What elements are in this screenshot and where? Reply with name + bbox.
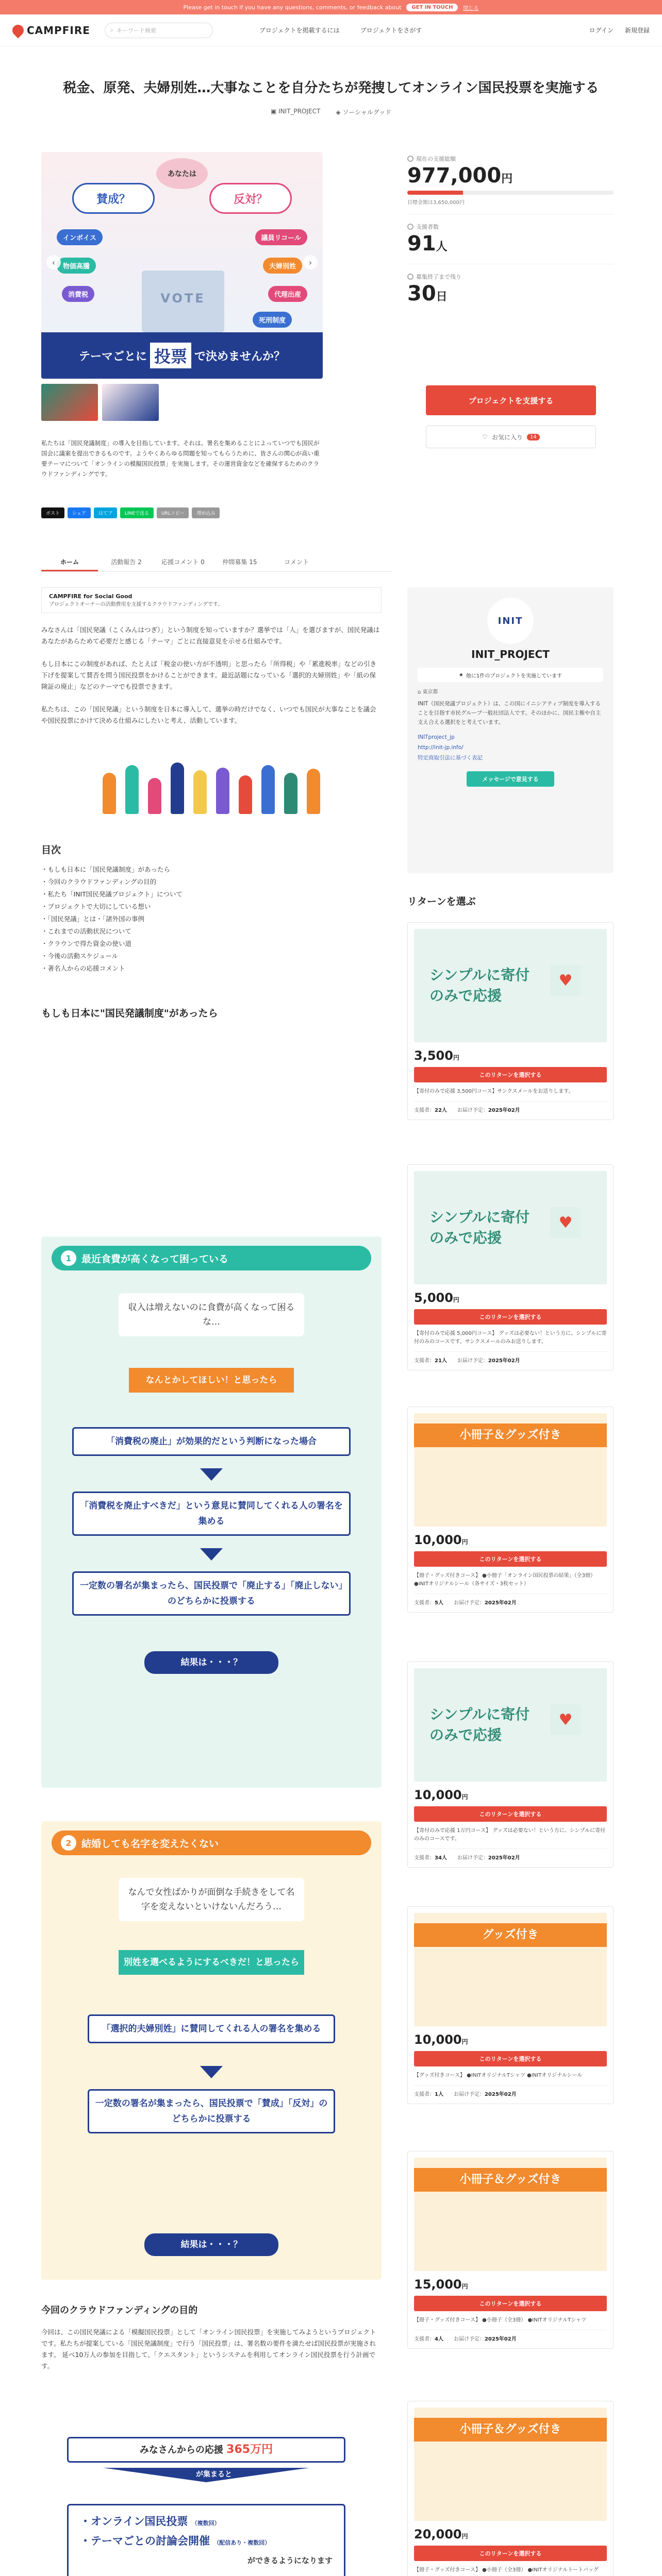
amount-raised: 977,000円 [407, 164, 513, 188]
share-x-button[interactable]: ポスト [41, 507, 64, 518]
main-content [41, 587, 382, 1020]
return-image: シンプルに寄付のみで応援 ♥ [414, 1668, 607, 1782]
case-bubble: 収入は増えないのに食費が高くなって困るな… [119, 1293, 304, 1336]
purpose-heading: 今回のクラウドファンディングの目的 [41, 2305, 198, 2316]
promo-banner [0, 0, 662, 14]
campfire-logo-icon [10, 22, 26, 38]
toc-list: ・もしも日本に「国民発議制度」があったら ・今回のクラウドファンディングの目的 ・私たち「INIT国民発議プロジェクト」について ・プロジェクトで大切にしている想い ・「国民発議」とは・「諸外国の事例 ・これまでの活動状況について ・クラウンで得た資金の使い道 ・今後の活動スケジュール ・著名人からの応援コメント [41, 866, 183, 972]
return-image: 小冊子＆グッズ付き [414, 2408, 607, 2521]
nav-find-project[interactable]: プロジェクトをさがす [360, 27, 422, 34]
return-card[interactable] [407, 1164, 614, 1370]
return-image: 小冊子＆グッズ付き [414, 1413, 607, 1527]
promo-close-link[interactable]: 閉じる [463, 5, 479, 11]
message-button[interactable]: メッセージで意見する [467, 771, 554, 787]
hero-tag: 消費税 [62, 286, 94, 302]
people-illustration [41, 747, 382, 814]
category-link[interactable]: ◈ ソーシャルグッド [336, 109, 392, 116]
hero-tag: 夫婦別姓 [263, 258, 302, 274]
select-return-button[interactable]: このリターンを選択する [414, 1806, 607, 1822]
progress-bar [407, 191, 614, 195]
select-return-button[interactable]: このリターンを選択する [414, 1551, 607, 1567]
money-icon [407, 156, 413, 162]
hero-tag: インボイス [57, 229, 103, 245]
people-icon [407, 224, 413, 230]
embed-button[interactable]: 埋め込み [192, 507, 220, 518]
heart-icon: ♥ [550, 965, 581, 996]
case-title: 1 最近食費が高くなって困っている [52, 1246, 371, 1270]
case-wish: 別姓を選べるようにするべきだ！と思ったら [119, 1950, 304, 1975]
return-description: 【寄付のみで応援 3,500円コース】サンクスメールをお送りします。 [414, 1089, 574, 1094]
return-card[interactable] [407, 1906, 614, 2104]
project-description: 私たちは「国民発議制度」の導入を目指しています。それは、署名を集めることによっていつでも国民が国会に議案を提出できるものです。ようやくあらゆる問題を知ってもらうために、皆さんの関心が高い重要テーマについて「オンラインの模擬国民投票」を実施します。その運営資金などを確保するためのクラウドファンディングです。 [41, 439, 320, 478]
return-description: 【冊子・グッズ付きコース】 ●小冊子「オンライン国民投票の結果」（全3冊） ●INITオリジナルシール（各サイズ・3枚セット） [414, 1573, 595, 1587]
case-step: 一定数の署名が集まったら、国民投票で「廃止する」「廃止しない」のどちらかに投票する [72, 1571, 351, 1616]
case-bubble: なんで女性ばかりが面倒な手続きをして名字を変えないといけないんだろう… [119, 1878, 304, 1921]
return-description: 【グッズ付きコース】 ●INITオリジナルTシャツ ●INITオリジナルシール [414, 2073, 583, 2078]
promo-text: Please get in touch if you have any questions, comments, or feedback about [183, 4, 402, 11]
hero-tag: 代理出産 [268, 286, 307, 302]
return-meta: 支援者：21人 お届け予定：2025年02月 [414, 1351, 607, 1364]
return-meta: 支援者：1人 お届け予定：2025年02月 [414, 2085, 607, 2097]
case-step: 一定数の署名が集まったら、国民投票で「賛成」「反対」のどちらかに投票する [88, 2089, 335, 2133]
funding-stats: 現在の支援総額 977,000円 目標金額は3,650,000円 支援者数 91人 募集終了まで残り 30日 [407, 155, 614, 306]
days-left: 30日 [407, 282, 448, 306]
flow-label: が集まると [196, 2470, 232, 2479]
project-tabs [41, 551, 392, 572]
case-result: 結果は・・・？ [144, 2233, 278, 2256]
return-meta: 支援者：34人 お届け予定：2025年02月 [414, 1849, 607, 1861]
select-return-button[interactable]: このリターンを選択する [414, 1067, 607, 1082]
share-buttons [41, 507, 220, 518]
return-price: 10,000円 [414, 1788, 468, 1802]
return-card[interactable] [407, 1662, 614, 1868]
ballot-box: VOTE [142, 270, 224, 332]
owner-location: ⌂ 東京都 [418, 689, 438, 695]
return-price: 5,000円 [414, 1291, 459, 1305]
logo[interactable]: CAMPFIRE [12, 24, 90, 37]
thumbnail[interactable] [102, 384, 159, 421]
owner-link[interactable]: ▣ INIT_PROJECT [270, 108, 321, 115]
purpose-section [41, 2303, 382, 2372]
share-hatena-button[interactable]: はてブ [94, 507, 117, 518]
return-meta: 支援者：5人 お届け予定：2025年02月 [414, 1594, 607, 1606]
hero-tag: 物価高騰 [57, 258, 96, 274]
flow-funding: みなさんからの応援 365万円 [67, 2437, 345, 2463]
flow-outcomes: ・オンライン国民投票 （複数回） ・テーマごとの討論会開催 （配信あり・複数回） ができるようになります [67, 2504, 345, 2576]
return-description: 【冊子・グッズ付きコース】 ●小冊子（全3冊） ●INITオリジナルTシャツ [414, 2317, 587, 2323]
return-description: 【寄付のみで応援 1万円コース】 グッズは必要ない！という方に、シンプルに寄付のみのコースです。 [414, 1828, 606, 1842]
intro-paragraph: みなさんは「国民発議（こくみんはつぎ）」という制度を知っていますか？選挙では「人」を選びますが、国民発議はあなたがあらためて必要だと感じる「テーマ」ごとに直接意見を示せる仕組みです。 [41, 626, 380, 645]
star-icon: ★ [458, 672, 464, 678]
tab-comments[interactable]: コメント [284, 558, 309, 566]
tab-reports[interactable]: 活動報告 2 [111, 558, 142, 566]
case-wish: なんとかしてほしい！と思ったら [129, 1368, 294, 1393]
owner-twitter-link[interactable]: INITproject_jp [418, 734, 455, 740]
hero-question: あなたは [156, 158, 208, 189]
return-card[interactable] [407, 2401, 614, 2576]
owner-card [407, 587, 614, 873]
return-card[interactable] [407, 2151, 614, 2349]
return-price: 10,000円 [414, 2032, 468, 2047]
return-price: 15,000円 [414, 2277, 468, 2292]
goal-text: 目標金額は3,650,000円 [407, 200, 465, 206]
copy-url-button[interactable]: URLコピー [157, 507, 189, 518]
return-card[interactable] [407, 1406, 614, 1613]
return-image: シンプルに寄付のみで応援 ♥ [414, 929, 607, 1042]
select-return-button[interactable]: このリターンを選択する [414, 2546, 607, 2561]
case-result: 結果は・・・？ [144, 1651, 278, 1674]
site-header [0, 14, 662, 46]
returns-heading: リターンを選ぶ [407, 896, 476, 907]
thumbnail[interactable] [41, 384, 98, 421]
return-price: 10,000円 [414, 1533, 468, 1547]
case-2-panel [41, 1821, 382, 2280]
owner-site-link[interactable]: http://init-jp.info/ [418, 744, 464, 751]
return-meta: 支援者：4人 お届け予定：2025年02月 [414, 2330, 607, 2342]
return-description: 【寄付のみで応援 5,000円コース】 グッズは必要ない！という方に、シンプルに寄付のみのコースです。サンクスメールのみお送りします。 [414, 1331, 607, 1345]
heart-icon: ♥ [550, 1207, 581, 1238]
hero-disagree: 反対？ [209, 183, 292, 214]
favorite-button[interactable]: ♡ お気に入り 14 [426, 426, 596, 448]
carousel-next-icon[interactable]: › [303, 255, 318, 269]
clock-icon [407, 274, 413, 280]
tab-home[interactable]: ホーム [41, 551, 98, 571]
return-image: グッズ付き [414, 1913, 607, 2026]
owner-avatar[interactable]: INIT [487, 598, 534, 644]
intro-paragraph: もし日本にこの制度があれば、たとえば「税金の使い方が不透明」と思ったら「所得税」や「累進税率」などの引き下げを提案して賛否を問う国民投票をかけることができます。最近話題になっている「選択的夫婦別姓」や「紙の保険証の廃止」などのテーマでも投票できます。 [41, 660, 377, 690]
page-title: 税金、原発、夫婦別姓…大事なことを自分たちが発捜してオンライン国民投票を実施する [63, 80, 599, 96]
owner-projects-link[interactable]: ★ 他に1件のプロジェクトを実施しています [418, 668, 603, 682]
search-input[interactable]: ⌕ キーワード検索 [105, 23, 213, 38]
search-icon: ⌕ [110, 26, 114, 33]
hero-image [41, 152, 323, 379]
nav-start-project[interactable]: プロジェクトを掲載するには [259, 27, 340, 34]
return-price: 3,500円 [414, 1048, 459, 1063]
case-heading: もしも日本に"国民発議制度"があったら [41, 1008, 218, 1019]
tab-members[interactable]: 仲間募集 15 [222, 558, 257, 566]
get-in-touch-button[interactable]: GET IN TOUCH [406, 4, 458, 11]
signup-link[interactable]: 新規登録 [624, 27, 650, 34]
return-image: 小冊子＆グッズ付き [414, 2158, 607, 2271]
hero-agree: 賛成？ [72, 183, 155, 214]
case-step: 「消費税の廃止」が効果的だという判断になった場合 [72, 1427, 351, 1456]
return-price: 20,000円 [414, 2527, 468, 2541]
return-description: 【冊子・グッズ付きコース】 ●小冊子（全3冊） ●INITオリジナルトートバッグ [414, 2567, 599, 2573]
share-line-button[interactable]: LINEで送る [120, 507, 154, 518]
case-step: 「消費税を廃止すべきだ」という意見に賛同してくれる人の署名を集める [72, 1492, 351, 1536]
tab-cheers[interactable]: 応援コメント 0 [161, 558, 205, 566]
select-return-button[interactable]: このリターンを選択する [414, 1309, 607, 1325]
supporter-count: 91人 [407, 232, 448, 256]
hero-tag: 議員リコール [255, 229, 307, 245]
hero-caption: テーマごとに 投票 で決めませんか？ [41, 332, 323, 379]
intro-paragraph: 私たちは、この「国民発議」という制度を日本に導入して、選挙の時だけでなく、いつでも国民が大事なことを議会や国民投票にかけて決める仕組みにしたいと考え、活動しています。 [41, 705, 376, 724]
toc-heading: 目次 [41, 844, 61, 856]
case-1-panel [41, 1236, 382, 1788]
select-return-button[interactable]: このリターンを選択する [414, 2051, 607, 2066]
carousel-prev-icon[interactable]: ‹ [46, 255, 61, 269]
heart-icon: ♡ [482, 433, 488, 440]
purpose-text: 今回は、この国民発議による「模擬国民投票」として「オンライン国民投票」を実施してみようというプロジェクトです。私たちが提案している「国民発議制度」で行う「国民投票」は、署名数の要件を満たせば国民投票が実施されます。 延べ10万人の参加を目指して、「クエスタント」というシステムを利用してオンライン国民投票を行う計画です。 [41, 2328, 376, 2370]
return-image: シンプルに寄付のみで応援 ♥ [414, 1171, 607, 1284]
select-return-button[interactable]: このリターンを選択する [414, 2296, 607, 2311]
legal-link[interactable]: 特定商取引法に基づく表記 [418, 755, 483, 761]
return-meta: 支援者：22人 お届け予定：2025年02月 [414, 1101, 607, 1113]
hero-tag: 死刑制度 [253, 312, 292, 328]
social-good-box: CAMPFIRE for Social Good プロジェクトオーナーの活動費用を支援するクラウドファンディングです。 [41, 587, 382, 613]
login-link[interactable]: ログイン [589, 27, 614, 34]
owner-name[interactable]: INIT_PROJECT [471, 648, 550, 660]
case-step: 「選択的夫婦別姓」に賛同してくれる人の署名を集める [88, 2014, 335, 2043]
case-title: 2 結婚しても名字を変えたくない [52, 1831, 371, 1855]
share-facebook-button[interactable]: シェア [68, 507, 91, 518]
support-project-button[interactable]: プロジェクトを支援する [426, 385, 596, 415]
heart-icon: ♥ [550, 1704, 581, 1735]
return-card[interactable] [407, 922, 614, 1120]
owner-bio: INIT（国民発議プロジェクト）は、この国にイニシアティブ制度を導入することを目指す市民グループ一般社団法人です。そのほかに、国民主権や自主支え合える選択をと考えています。 [418, 701, 601, 725]
